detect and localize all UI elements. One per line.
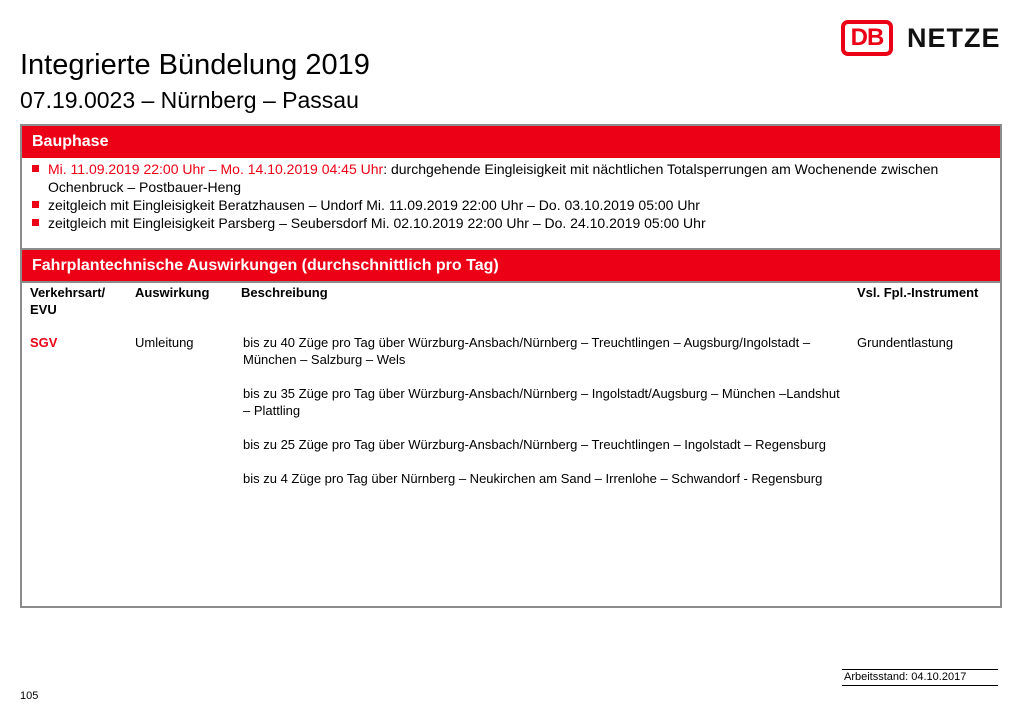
- column-header-verkehrsart: Verkehrsart/ EVU: [30, 285, 106, 317]
- bauphase-item-text: zeitgleich mit Eingleisigkeit Beratzhausen – Undorf Mi. 11.09.2019 22:00 Uhr – Do. 03.10.2019 05:00 Uhr: [48, 197, 700, 213]
- bullet-square-icon: [32, 201, 39, 208]
- beschreibung-paragraph: bis zu 35 Züge pro Tag über Würzburg-Ansbach/Nürnberg – Ingolstadt/Augsburg – München –Landshut – Plattling: [243, 386, 840, 418]
- db-netze-logo: [841, 20, 1001, 56]
- bauphase-heading: Bauphase: [22, 126, 1000, 158]
- list-item: [30, 196, 992, 214]
- row-verkehrsart: SGV: [30, 335, 58, 350]
- arbeitsstand: Arbeitsstand: 04.10.2017: [842, 669, 998, 686]
- beschreibung-paragraph: bis zu 40 Züge pro Tag über Würzburg-Ansbach/Nürnberg – Treuchtlingen – Augsburg/Ingolstadt – München – Salzburg – Wels: [243, 335, 811, 367]
- beschreibung-paragraph: bis zu 4 Züge pro Tag über Nürnberg – Neukirchen am Sand – Irrenlohe – Schwandorf - Regensburg: [243, 471, 823, 486]
- row-auswirkung: Umleitung: [135, 335, 194, 350]
- list-item: [30, 214, 992, 232]
- bauphase-period: Mi. 11.09.2019 22:00 Uhr – Mo. 14.10.2019 04:45 Uhr: [48, 161, 384, 177]
- content-panel: [20, 124, 1002, 608]
- column-header-beschreibung: Beschreibung: [241, 285, 328, 300]
- row-beschreibung: [243, 334, 843, 504]
- column-header-auswirkung: Auswirkung: [135, 285, 210, 300]
- netze-wordmark: NETZE: [907, 22, 1001, 53]
- column-header-instrument: Vsl. Fpl.-Instrument: [857, 285, 979, 300]
- page-subtitle: 07.19.0023 – Nürnberg – Passau: [20, 87, 359, 113]
- bauphase-item-text: zeitgleich mit Eingleisigkeit Parsberg – Seubersdorf Mi. 02.10.2019 22:00 Uhr – Do. 24.10.2019 05:00 Uhr: [48, 215, 706, 231]
- db-logo-icon: DB: [841, 20, 893, 56]
- page-title: Integrierte Bündelung 2019: [20, 49, 370, 81]
- list-item: [30, 160, 992, 196]
- beschreibung-paragraph: bis zu 25 Züge pro Tag über Würzburg-Ansbach/Nürnberg – Treuchtlingen – Ingolstadt – Regensburg: [243, 437, 826, 452]
- bauphase-item-text: : durchgehende Eingleisigkeit mit nächtlichen Totalsperrungen am Wochenende zwischen Ochenbruck – Postbauer-Heng: [48, 161, 939, 195]
- bauphase-list: [30, 160, 992, 232]
- bullet-square-icon: [32, 165, 39, 172]
- auswirkungen-heading: Fahrplantechnische Auswirkungen (durchschnittlich pro Tag): [22, 248, 1000, 283]
- page-number: 105: [20, 690, 39, 702]
- bullet-square-icon: [32, 219, 39, 226]
- row-instrument: Grundentlastung: [857, 335, 954, 350]
